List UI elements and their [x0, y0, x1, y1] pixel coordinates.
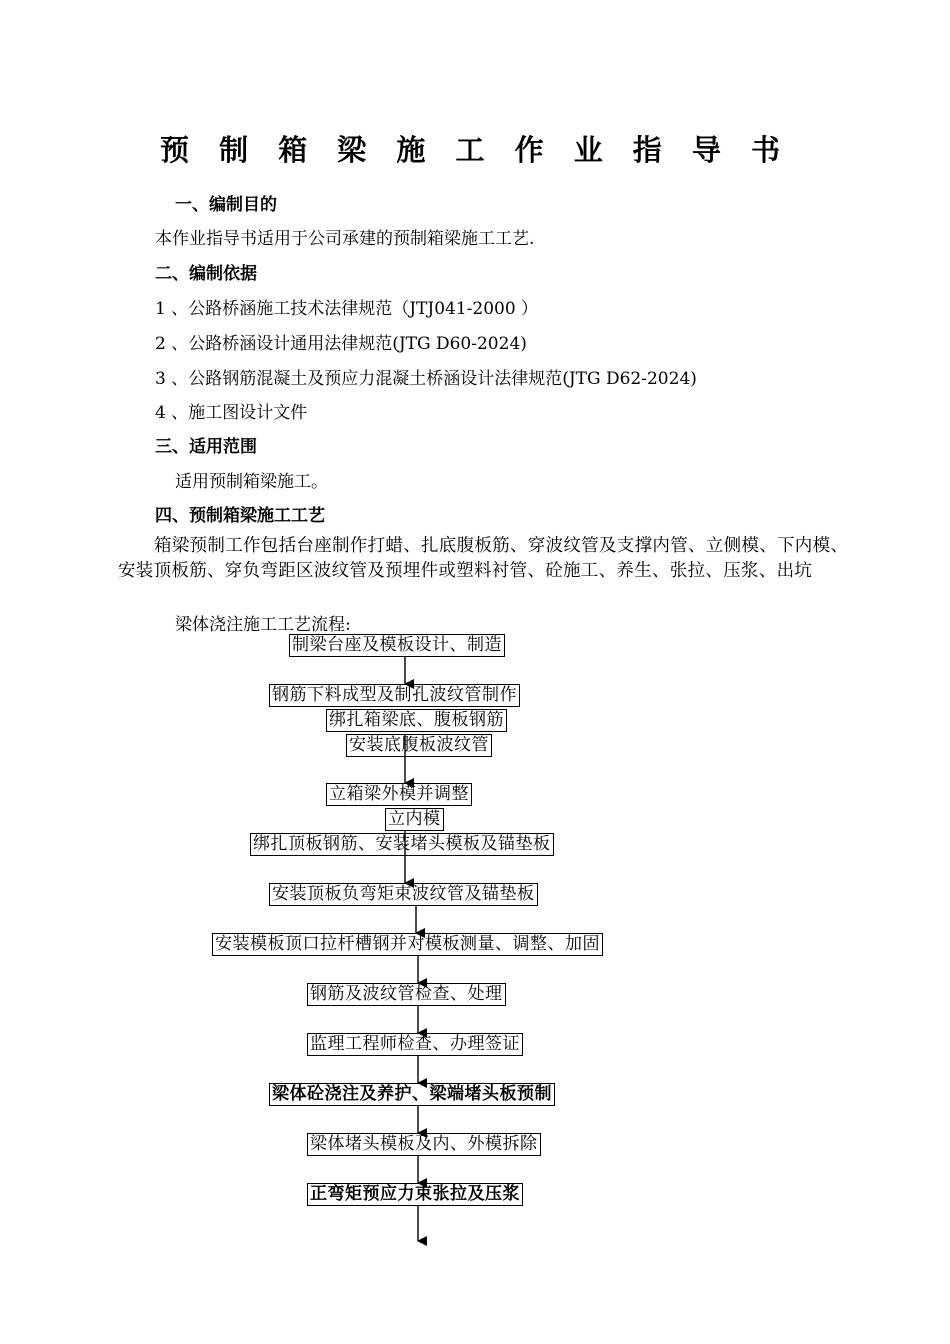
flow-step-4: 安装底腹板波纹管 [346, 734, 492, 757]
basis-item-2: 2 、公路桥涵设计通用法律规范(JTG D60-2024) [155, 334, 527, 354]
document-title: 预 制 箱 梁 施 工 作 业 指 导 书 [160, 133, 790, 167]
flow-step-9: 安装模板顶口拉杆槽钢并对模板测量、调整、加固 [212, 933, 603, 956]
flow-step-2: 钢筋下料成型及制孔波纹管制作 [269, 684, 520, 707]
scope-text: 适用预制箱梁施工。 [175, 472, 328, 492]
purpose-text: 本作业指导书适用于公司承建的预制箱梁施工工艺. [155, 229, 535, 249]
basis-item-4: 4 、施工图设计文件 [155, 403, 308, 423]
flow-step-11: 监理工程师检查、办理签证 [307, 1033, 523, 1056]
basis-item-1: 1 、公路桥涵施工技术法律规范（JTJ041-2000 ） [155, 299, 539, 319]
flow-step-6: 立内模 [385, 808, 444, 831]
process-paragraph: 箱梁预制工作包括台座制作打蜡、扎底腹板筋、穿波纹管及支撑内管、立侧模、下内模、安装顶板筋、穿负弯距区波纹管及预埋件或塑料衬管、砼施工、养生、张拉、压浆、出坑 [118, 536, 849, 581]
basis-item-3: 3 、公路钢筋混凝土及预应力混凝土桥涵设计法律规范(JTG D62-2024) [155, 369, 697, 389]
flow-caption: 梁体浇注施工工艺流程: [175, 615, 351, 635]
heading-process: 四、预制箱梁施工工艺 [155, 506, 325, 526]
heading-scope: 三、适用范围 [155, 437, 257, 457]
flow-step-7: 绑扎顶板钢筋、安装堵头模板及锚垫板 [250, 833, 554, 856]
flow-step-5: 立箱梁外模并调整 [326, 783, 472, 806]
flow-step-13: 梁体堵头模板及内、外模拆除 [307, 1133, 541, 1156]
flow-step-1: 制梁台座及模板设计、制造 [289, 634, 505, 657]
flow-step-14: 正弯矩预应力束张拉及压浆 [307, 1183, 523, 1206]
flow-step-3: 绑扎箱梁底、腹板钢筋 [326, 709, 507, 732]
flow-step-10: 钢筋及波纹管检查、处理 [307, 983, 506, 1006]
flow-step-12: 梁体砼浇注及养护、梁端堵头板预制 [269, 1083, 555, 1106]
heading-purpose: 一、编制目的 [175, 195, 277, 215]
heading-basis: 二、编制依据 [155, 264, 257, 284]
flow-step-8: 安装顶板负弯矩束波纹管及锚垫板 [269, 883, 538, 906]
